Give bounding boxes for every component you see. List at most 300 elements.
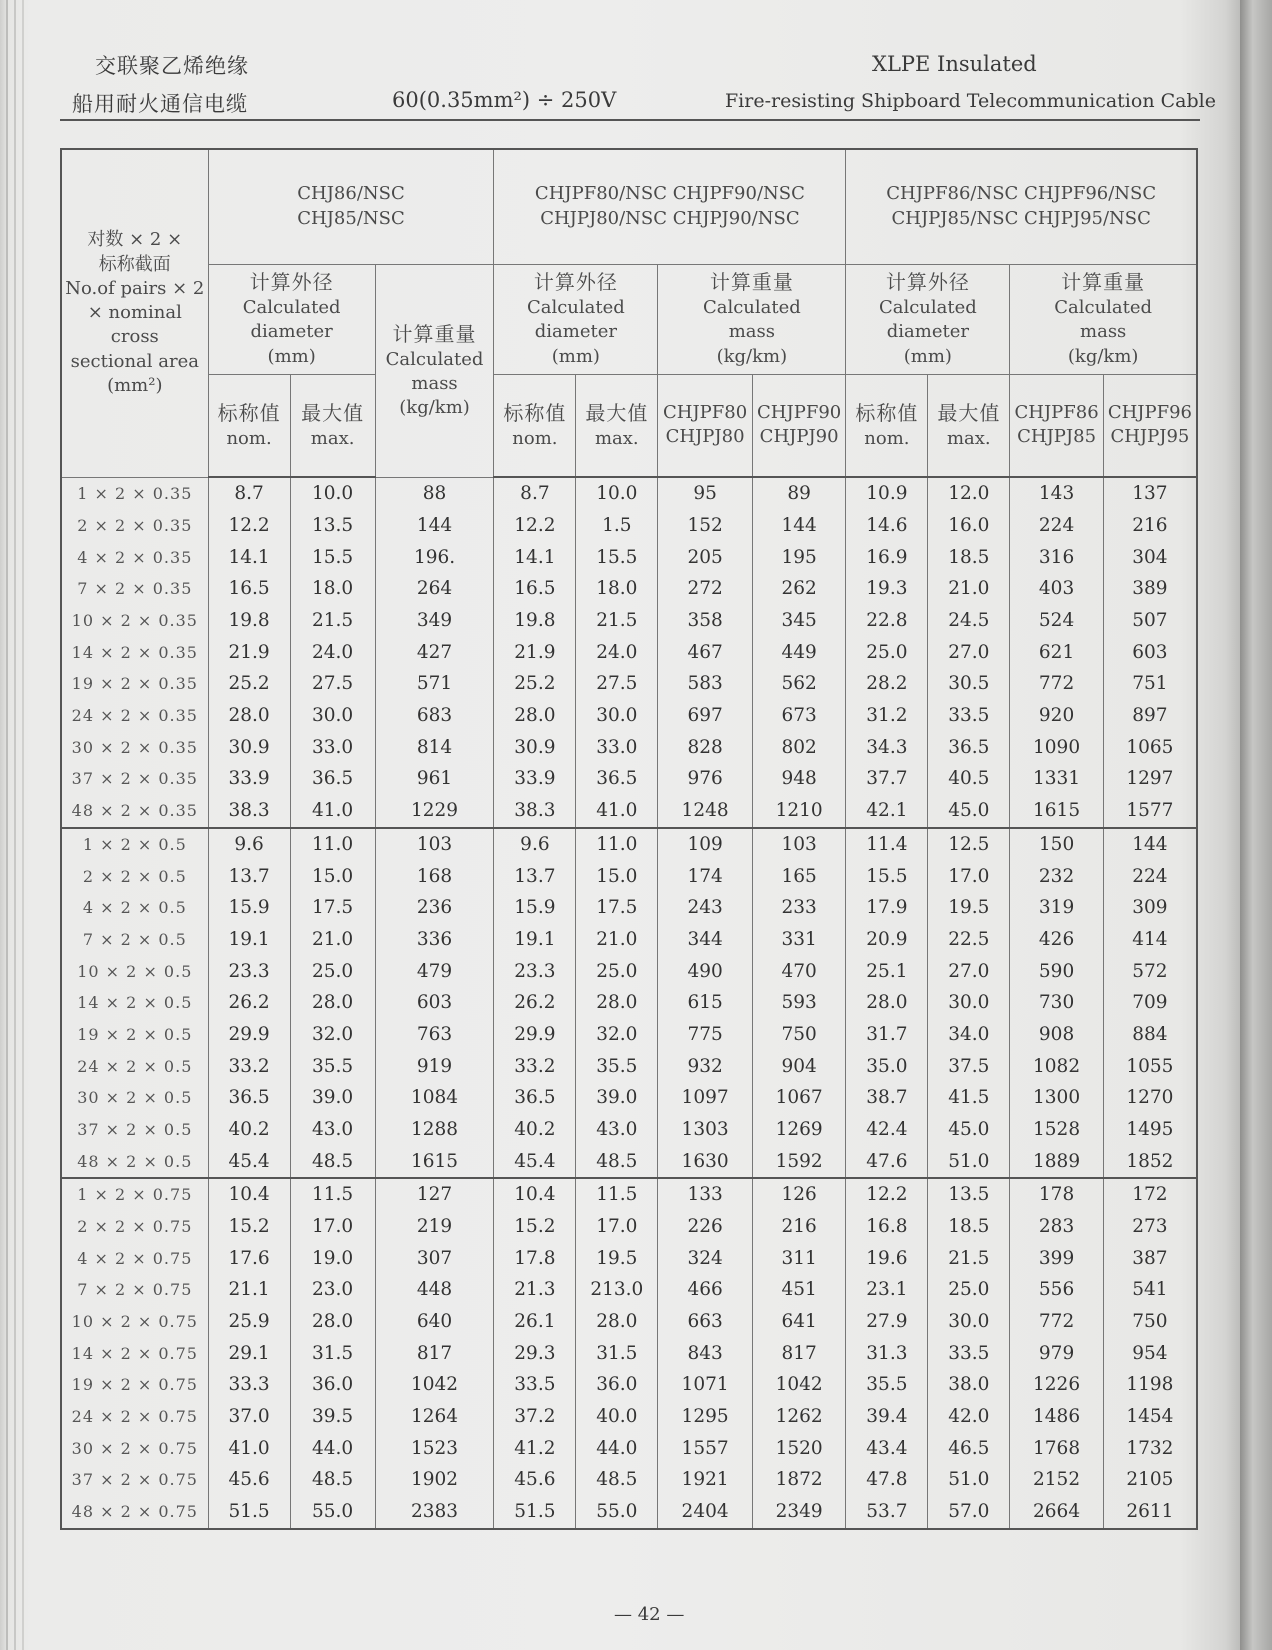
value-cell: 307 <box>375 1242 494 1274</box>
model-name: CHJPJ80/NSC CHJPJ90/NSC <box>540 207 800 229</box>
value-cell: 1303 <box>658 1114 753 1146</box>
page-stack-edge <box>6 0 8 1650</box>
diam-en: Calculated <box>878 297 977 319</box>
row-header-cell <box>61 149 208 477</box>
sub-model: CHJPF86 <box>1014 401 1099 423</box>
value-cell: 41.5 <box>928 1082 1010 1114</box>
row-header-line: × nominal cross <box>87 302 182 348</box>
group1-models <box>208 149 494 264</box>
value-cell: 730 <box>1010 987 1104 1019</box>
voltage-rating: 60(0.35mm²) ÷ 250V <box>392 88 617 112</box>
value-cell: 1.5 <box>576 510 658 542</box>
value-cell: 1226 <box>1010 1369 1104 1401</box>
table-row <box>61 668 1197 700</box>
value-cell: 403 <box>1010 573 1104 605</box>
value-cell: 387 <box>1103 1242 1197 1274</box>
value-cell: 37.5 <box>928 1050 1010 1082</box>
value-cell: 30.0 <box>928 987 1010 1019</box>
value-cell: 51.0 <box>928 1464 1010 1496</box>
value-cell: 43.0 <box>290 1114 375 1146</box>
value-cell: 18.5 <box>928 541 1010 573</box>
table-row <box>61 1274 1197 1306</box>
value-cell: 9.6 <box>208 828 290 861</box>
value-cell: 603 <box>1103 636 1197 668</box>
mass-en: Calculated <box>1054 297 1153 319</box>
value-cell: 10.4 <box>494 1178 576 1211</box>
value-cell: 36.5 <box>928 731 1010 763</box>
value-cell: 389 <box>1103 573 1197 605</box>
table-row <box>61 1082 1197 1114</box>
sub-model: CHJPJ80 <box>665 426 745 448</box>
value-cell: 954 <box>1103 1337 1197 1369</box>
table-row <box>61 860 1197 892</box>
value-cell: 32.0 <box>290 1019 375 1051</box>
value-cell: 897 <box>1103 700 1197 732</box>
value-cell: 8.7 <box>494 477 576 510</box>
value-cell: 11.0 <box>290 828 375 861</box>
value-cell: 31.7 <box>846 1019 928 1051</box>
page-stack-edge <box>14 0 16 1650</box>
value-cell: 23.3 <box>494 955 576 987</box>
value-cell: 44.0 <box>576 1432 658 1464</box>
value-cell: 21.0 <box>928 573 1010 605</box>
value-cell: 34.0 <box>928 1019 1010 1051</box>
size-label-cell: 4 × 2 × 0.5 <box>61 892 208 924</box>
max-head <box>576 374 658 477</box>
table-row <box>61 795 1197 828</box>
value-cell: 29.1 <box>208 1337 290 1369</box>
table-row <box>61 1114 1197 1146</box>
value-cell: 1198 <box>1103 1369 1197 1401</box>
row-header-line: (mm²) <box>107 374 163 396</box>
value-cell: 16.8 <box>846 1211 928 1243</box>
value-cell: 750 <box>752 1019 846 1051</box>
model-name: CHJPJ85/NSC CHJPJ95/NSC <box>891 207 1151 229</box>
value-cell: 490 <box>658 955 753 987</box>
size-label-cell: 19 × 2 × 0.35 <box>61 668 208 700</box>
value-cell: 2383 <box>375 1496 494 1529</box>
size-label-cell: 30 × 2 × 0.5 <box>61 1082 208 1114</box>
value-cell: 1486 <box>1010 1401 1104 1433</box>
value-cell: 1055 <box>1103 1050 1197 1082</box>
value-cell: 1520 <box>752 1432 846 1464</box>
table-row <box>61 700 1197 732</box>
value-cell: 165 <box>752 860 846 892</box>
sub-model-head <box>1103 374 1197 477</box>
value-cell: 1768 <box>1010 1432 1104 1464</box>
title-en-line1: XLPE Insulated <box>872 52 1037 76</box>
value-cell: 88 <box>375 477 494 510</box>
value-cell: 467 <box>658 636 753 668</box>
value-cell: 40.5 <box>928 763 1010 795</box>
mass-en: (kg/km) <box>716 345 788 367</box>
value-cell: 37.0 <box>208 1401 290 1433</box>
value-cell: 40.0 <box>576 1401 658 1433</box>
nom-en: nom. <box>226 427 272 449</box>
diam-cn: 计算外径 <box>885 270 970 295</box>
value-cell: 1872 <box>752 1464 846 1496</box>
value-cell: 15.9 <box>208 892 290 924</box>
value-cell: 43.0 <box>576 1114 658 1146</box>
value-cell: 33.3 <box>208 1369 290 1401</box>
size-label-cell: 1 × 2 × 0.5 <box>61 828 208 861</box>
value-cell: 1210 <box>752 795 846 828</box>
value-cell: 414 <box>1103 924 1197 956</box>
value-cell: 28.0 <box>576 987 658 1019</box>
size-label-cell: 10 × 2 × 0.75 <box>61 1306 208 1338</box>
table-row <box>61 573 1197 605</box>
value-cell: 932 <box>658 1050 753 1082</box>
table-row <box>61 828 1197 861</box>
nom-en: nom. <box>512 427 558 449</box>
value-cell: 28.0 <box>494 700 576 732</box>
value-cell: 22.5 <box>928 924 1010 956</box>
value-cell: 1454 <box>1103 1401 1197 1433</box>
value-cell: 593 <box>752 987 846 1019</box>
table-row <box>61 477 1197 510</box>
value-cell: 15.0 <box>576 860 658 892</box>
table-row <box>61 1019 1197 1051</box>
value-cell: 663 <box>658 1306 753 1338</box>
value-cell: 51.5 <box>494 1496 576 1529</box>
value-cell: 39.0 <box>576 1082 658 1114</box>
value-cell: 216 <box>752 1211 846 1243</box>
value-cell: 25.0 <box>576 955 658 987</box>
value-cell: 243 <box>658 892 753 924</box>
value-cell: 603 <box>375 987 494 1019</box>
value-cell: 2105 <box>1103 1464 1197 1496</box>
value-cell: 17.0 <box>290 1211 375 1243</box>
table-row <box>61 892 1197 924</box>
value-cell: 15.9 <box>494 892 576 924</box>
row-header-line: sectional area <box>70 350 199 372</box>
value-cell: 48.5 <box>576 1464 658 1496</box>
title-cn-line1: 交联聚乙烯绝缘 <box>95 54 249 78</box>
max-en: max. <box>594 427 639 449</box>
value-cell: 19.8 <box>494 605 576 637</box>
value-cell: 21.0 <box>576 924 658 956</box>
value-cell: 205 <box>658 541 753 573</box>
value-cell: 150 <box>1010 828 1104 861</box>
value-cell: 45.0 <box>928 795 1010 828</box>
mass-cn: 计算重量 <box>392 321 477 346</box>
value-cell: 21.5 <box>576 605 658 637</box>
value-cell: 36.0 <box>576 1369 658 1401</box>
table-row <box>61 1337 1197 1369</box>
value-cell: 19.0 <box>290 1242 375 1274</box>
value-cell: 45.6 <box>208 1464 290 1496</box>
value-cell: 1577 <box>1103 795 1197 828</box>
value-cell: 673 <box>752 700 846 732</box>
value-cell: 775 <box>658 1019 753 1051</box>
value-cell: 311 <box>752 1242 846 1274</box>
value-cell: 28.2 <box>846 668 928 700</box>
value-cell: 2611 <box>1103 1496 1197 1529</box>
value-cell: 45.4 <box>494 1145 576 1178</box>
size-label-cell: 19 × 2 × 0.5 <box>61 1019 208 1051</box>
sub-model-head <box>1010 374 1104 477</box>
value-cell: 174 <box>658 860 753 892</box>
value-cell: 10.0 <box>290 477 375 510</box>
size-label-cell: 24 × 2 × 0.75 <box>61 1401 208 1433</box>
value-cell: 21.5 <box>928 1242 1010 1274</box>
value-cell: 15.2 <box>494 1211 576 1243</box>
value-cell: 48.5 <box>576 1145 658 1178</box>
diam-en: (mm) <box>903 345 952 367</box>
value-cell: 19.1 <box>208 924 290 956</box>
value-cell: 556 <box>1010 1274 1104 1306</box>
sub-model: CHJPJ90 <box>759 426 839 448</box>
value-cell: 137 <box>1103 477 1197 510</box>
nom-cn: 标称值 <box>503 400 567 425</box>
max-head <box>928 374 1010 477</box>
g1-diameter-head <box>208 264 375 374</box>
nom-cn: 标称值 <box>217 400 281 425</box>
value-cell: 615 <box>658 987 753 1019</box>
value-cell: 36.5 <box>576 763 658 795</box>
size-label-cell: 48 × 2 × 0.5 <box>61 1145 208 1178</box>
size-label-cell: 37 × 2 × 0.35 <box>61 763 208 795</box>
value-cell: 29.9 <box>208 1019 290 1051</box>
value-cell: 37.2 <box>494 1401 576 1433</box>
cable-spec-table <box>60 148 1198 1530</box>
value-cell: 304 <box>1103 541 1197 573</box>
table-row <box>61 955 1197 987</box>
diam-en: (mm) <box>267 345 316 367</box>
spec-table-body <box>61 477 1197 1529</box>
value-cell: 25.0 <box>290 955 375 987</box>
size-label-cell: 14 × 2 × 0.5 <box>61 987 208 1019</box>
value-cell: 40.2 <box>494 1114 576 1146</box>
value-cell: 38.0 <box>928 1369 1010 1401</box>
max-en: max. <box>310 427 355 449</box>
table-row <box>61 1496 1197 1529</box>
value-cell: 35.0 <box>846 1050 928 1082</box>
value-cell: 976 <box>658 763 753 795</box>
value-cell: 14.6 <box>846 510 928 542</box>
value-cell: 21.1 <box>208 1274 290 1306</box>
value-cell: 349 <box>375 605 494 637</box>
size-label-cell: 4 × 2 × 0.75 <box>61 1242 208 1274</box>
value-cell: 358 <box>658 605 753 637</box>
value-cell: 144 <box>1103 828 1197 861</box>
value-cell: 42.1 <box>846 795 928 828</box>
value-cell: 18.0 <box>290 573 375 605</box>
value-cell: 1264 <box>375 1401 494 1433</box>
value-cell: 15.2 <box>208 1211 290 1243</box>
size-label-cell: 19 × 2 × 0.75 <box>61 1369 208 1401</box>
value-cell: 36.5 <box>494 1082 576 1114</box>
value-cell: 640 <box>375 1306 494 1338</box>
value-cell: 39.5 <box>290 1401 375 1433</box>
table-row <box>61 1242 1197 1274</box>
value-cell: 1082 <box>1010 1050 1104 1082</box>
value-cell: 1300 <box>1010 1082 1104 1114</box>
table-row <box>61 1464 1197 1496</box>
size-label-cell: 14 × 2 × 0.75 <box>61 1337 208 1369</box>
value-cell: 27.5 <box>576 668 658 700</box>
value-cell: 21.3 <box>494 1274 576 1306</box>
value-cell: 919 <box>375 1050 494 1082</box>
value-cell: 55.0 <box>290 1496 375 1529</box>
size-label-cell: 7 × 2 × 0.5 <box>61 924 208 956</box>
value-cell: 103 <box>375 828 494 861</box>
table-row <box>61 605 1197 637</box>
value-cell: 763 <box>375 1019 494 1051</box>
mass-cn: 计算重量 <box>1061 270 1146 295</box>
value-cell: 33.5 <box>928 700 1010 732</box>
value-cell: 47.8 <box>846 1464 928 1496</box>
table-row <box>61 1369 1197 1401</box>
value-cell: 12.2 <box>846 1178 928 1211</box>
value-cell: 28.0 <box>208 700 290 732</box>
value-cell: 41.0 <box>290 795 375 828</box>
value-cell: 979 <box>1010 1337 1104 1369</box>
mass-en: (kg/km) <box>1067 345 1139 367</box>
value-cell: 15.5 <box>846 860 928 892</box>
value-cell: 9.6 <box>494 828 576 861</box>
value-cell: 817 <box>375 1337 494 1369</box>
value-cell: 172 <box>1103 1178 1197 1211</box>
value-cell: 109 <box>658 828 753 861</box>
value-cell: 41.0 <box>576 795 658 828</box>
size-label-cell: 14 × 2 × 0.35 <box>61 636 208 668</box>
value-cell: 1852 <box>1103 1145 1197 1178</box>
page-stack-edge <box>22 0 24 1650</box>
value-cell: 1042 <box>375 1369 494 1401</box>
size-label-cell: 1 × 2 × 0.75 <box>61 1178 208 1211</box>
value-cell: 19.5 <box>576 1242 658 1274</box>
value-cell: 1288 <box>375 1114 494 1146</box>
nom-head <box>208 374 290 477</box>
value-cell: 479 <box>375 955 494 987</box>
value-cell: 316 <box>1010 541 1104 573</box>
value-cell: 26.2 <box>494 987 576 1019</box>
value-cell: 133 <box>658 1178 753 1211</box>
value-cell: 449 <box>752 636 846 668</box>
mass-en: mass <box>411 372 458 394</box>
value-cell: 48.5 <box>290 1464 375 1496</box>
value-cell: 1270 <box>1103 1082 1197 1114</box>
value-cell: 683 <box>375 700 494 732</box>
group2-models <box>494 149 846 264</box>
title-en-line2: Fire-resisting Shipboard Telecommunication Cable <box>725 90 1216 112</box>
value-cell: 39.4 <box>846 1401 928 1433</box>
value-cell: 16.0 <box>928 510 1010 542</box>
value-cell: 33.5 <box>494 1369 576 1401</box>
value-cell: 448 <box>375 1274 494 1306</box>
table-row <box>61 1178 1197 1211</box>
value-cell: 843 <box>658 1337 753 1369</box>
value-cell: 19.1 <box>494 924 576 956</box>
value-cell: 30.9 <box>208 731 290 763</box>
page-number: — 42 — <box>614 1604 685 1625</box>
diam-en: Calculated <box>242 297 341 319</box>
value-cell: 11.4 <box>846 828 928 861</box>
g3-mass-head <box>1010 264 1197 374</box>
value-cell: 751 <box>1103 668 1197 700</box>
table-row <box>61 924 1197 956</box>
value-cell: 25.2 <box>208 668 290 700</box>
value-cell: 216 <box>1103 510 1197 542</box>
diam-en: diameter <box>250 321 333 343</box>
value-cell: 32.0 <box>576 1019 658 1051</box>
value-cell: 590 <box>1010 955 1104 987</box>
value-cell: 40.2 <box>208 1114 290 1146</box>
size-label-cell: 10 × 2 × 0.5 <box>61 955 208 987</box>
value-cell: 42.0 <box>928 1401 1010 1433</box>
value-cell: 42.4 <box>846 1114 928 1146</box>
size-label-cell: 48 × 2 × 0.75 <box>61 1496 208 1529</box>
value-cell: 33.9 <box>208 763 290 795</box>
table-row <box>61 541 1197 573</box>
book-binding-edge <box>1240 0 1272 1650</box>
size-label-cell: 2 × 2 × 0.35 <box>61 510 208 542</box>
value-cell: 1262 <box>752 1401 846 1433</box>
mass-en: (kg/km) <box>399 397 470 419</box>
value-cell: 15.5 <box>290 541 375 573</box>
size-label-cell: 2 × 2 × 0.75 <box>61 1211 208 1243</box>
value-cell: 8.7 <box>208 477 290 510</box>
mass-en: mass <box>728 321 775 343</box>
value-cell: 1042 <box>752 1369 846 1401</box>
sub-model-head <box>658 374 753 477</box>
value-cell: 35.5 <box>576 1050 658 1082</box>
value-cell: 948 <box>752 763 846 795</box>
value-cell: 641 <box>752 1306 846 1338</box>
value-cell: 427 <box>375 636 494 668</box>
mass-en: Calculated <box>702 297 801 319</box>
value-cell: 219 <box>375 1211 494 1243</box>
value-cell: 13.5 <box>290 510 375 542</box>
value-cell: 17.8 <box>494 1242 576 1274</box>
value-cell: 28.0 <box>290 1306 375 1338</box>
value-cell: 22.8 <box>846 605 928 637</box>
size-label-cell: 24 × 2 × 0.5 <box>61 1050 208 1082</box>
table-row <box>61 1306 1197 1338</box>
value-cell: 908 <box>1010 1019 1104 1051</box>
value-cell: 17.0 <box>576 1211 658 1243</box>
value-cell: 336 <box>375 924 494 956</box>
value-cell: 262 <box>752 573 846 605</box>
value-cell: 709 <box>1103 987 1197 1019</box>
value-cell: 33.2 <box>208 1050 290 1082</box>
value-cell: 12.0 <box>928 477 1010 510</box>
value-cell: 36.5 <box>208 1082 290 1114</box>
value-cell: 103 <box>752 828 846 861</box>
g1-mass-head <box>375 264 494 477</box>
value-cell: 33.5 <box>928 1337 1010 1369</box>
value-cell: 11.5 <box>576 1178 658 1211</box>
value-cell: 23.1 <box>846 1274 928 1306</box>
value-cell: 14.1 <box>494 541 576 573</box>
table-row <box>61 987 1197 1019</box>
value-cell: 25.1 <box>846 955 928 987</box>
mass-cn: 计算重量 <box>709 270 794 295</box>
value-cell: 45.6 <box>494 1464 576 1496</box>
value-cell: 16.5 <box>208 573 290 605</box>
value-cell: 144 <box>375 510 494 542</box>
value-cell: 1528 <box>1010 1114 1104 1146</box>
model-name: CHJPF86/NSC CHJPF96/NSC <box>886 183 1157 205</box>
value-cell: 25.2 <box>494 668 576 700</box>
diam-cn: 计算外径 <box>533 270 618 295</box>
value-cell: 12.5 <box>928 828 1010 861</box>
value-cell: 226 <box>658 1211 753 1243</box>
value-cell: 10.4 <box>208 1178 290 1211</box>
value-cell: 31.2 <box>846 700 928 732</box>
value-cell: 195 <box>752 541 846 573</box>
